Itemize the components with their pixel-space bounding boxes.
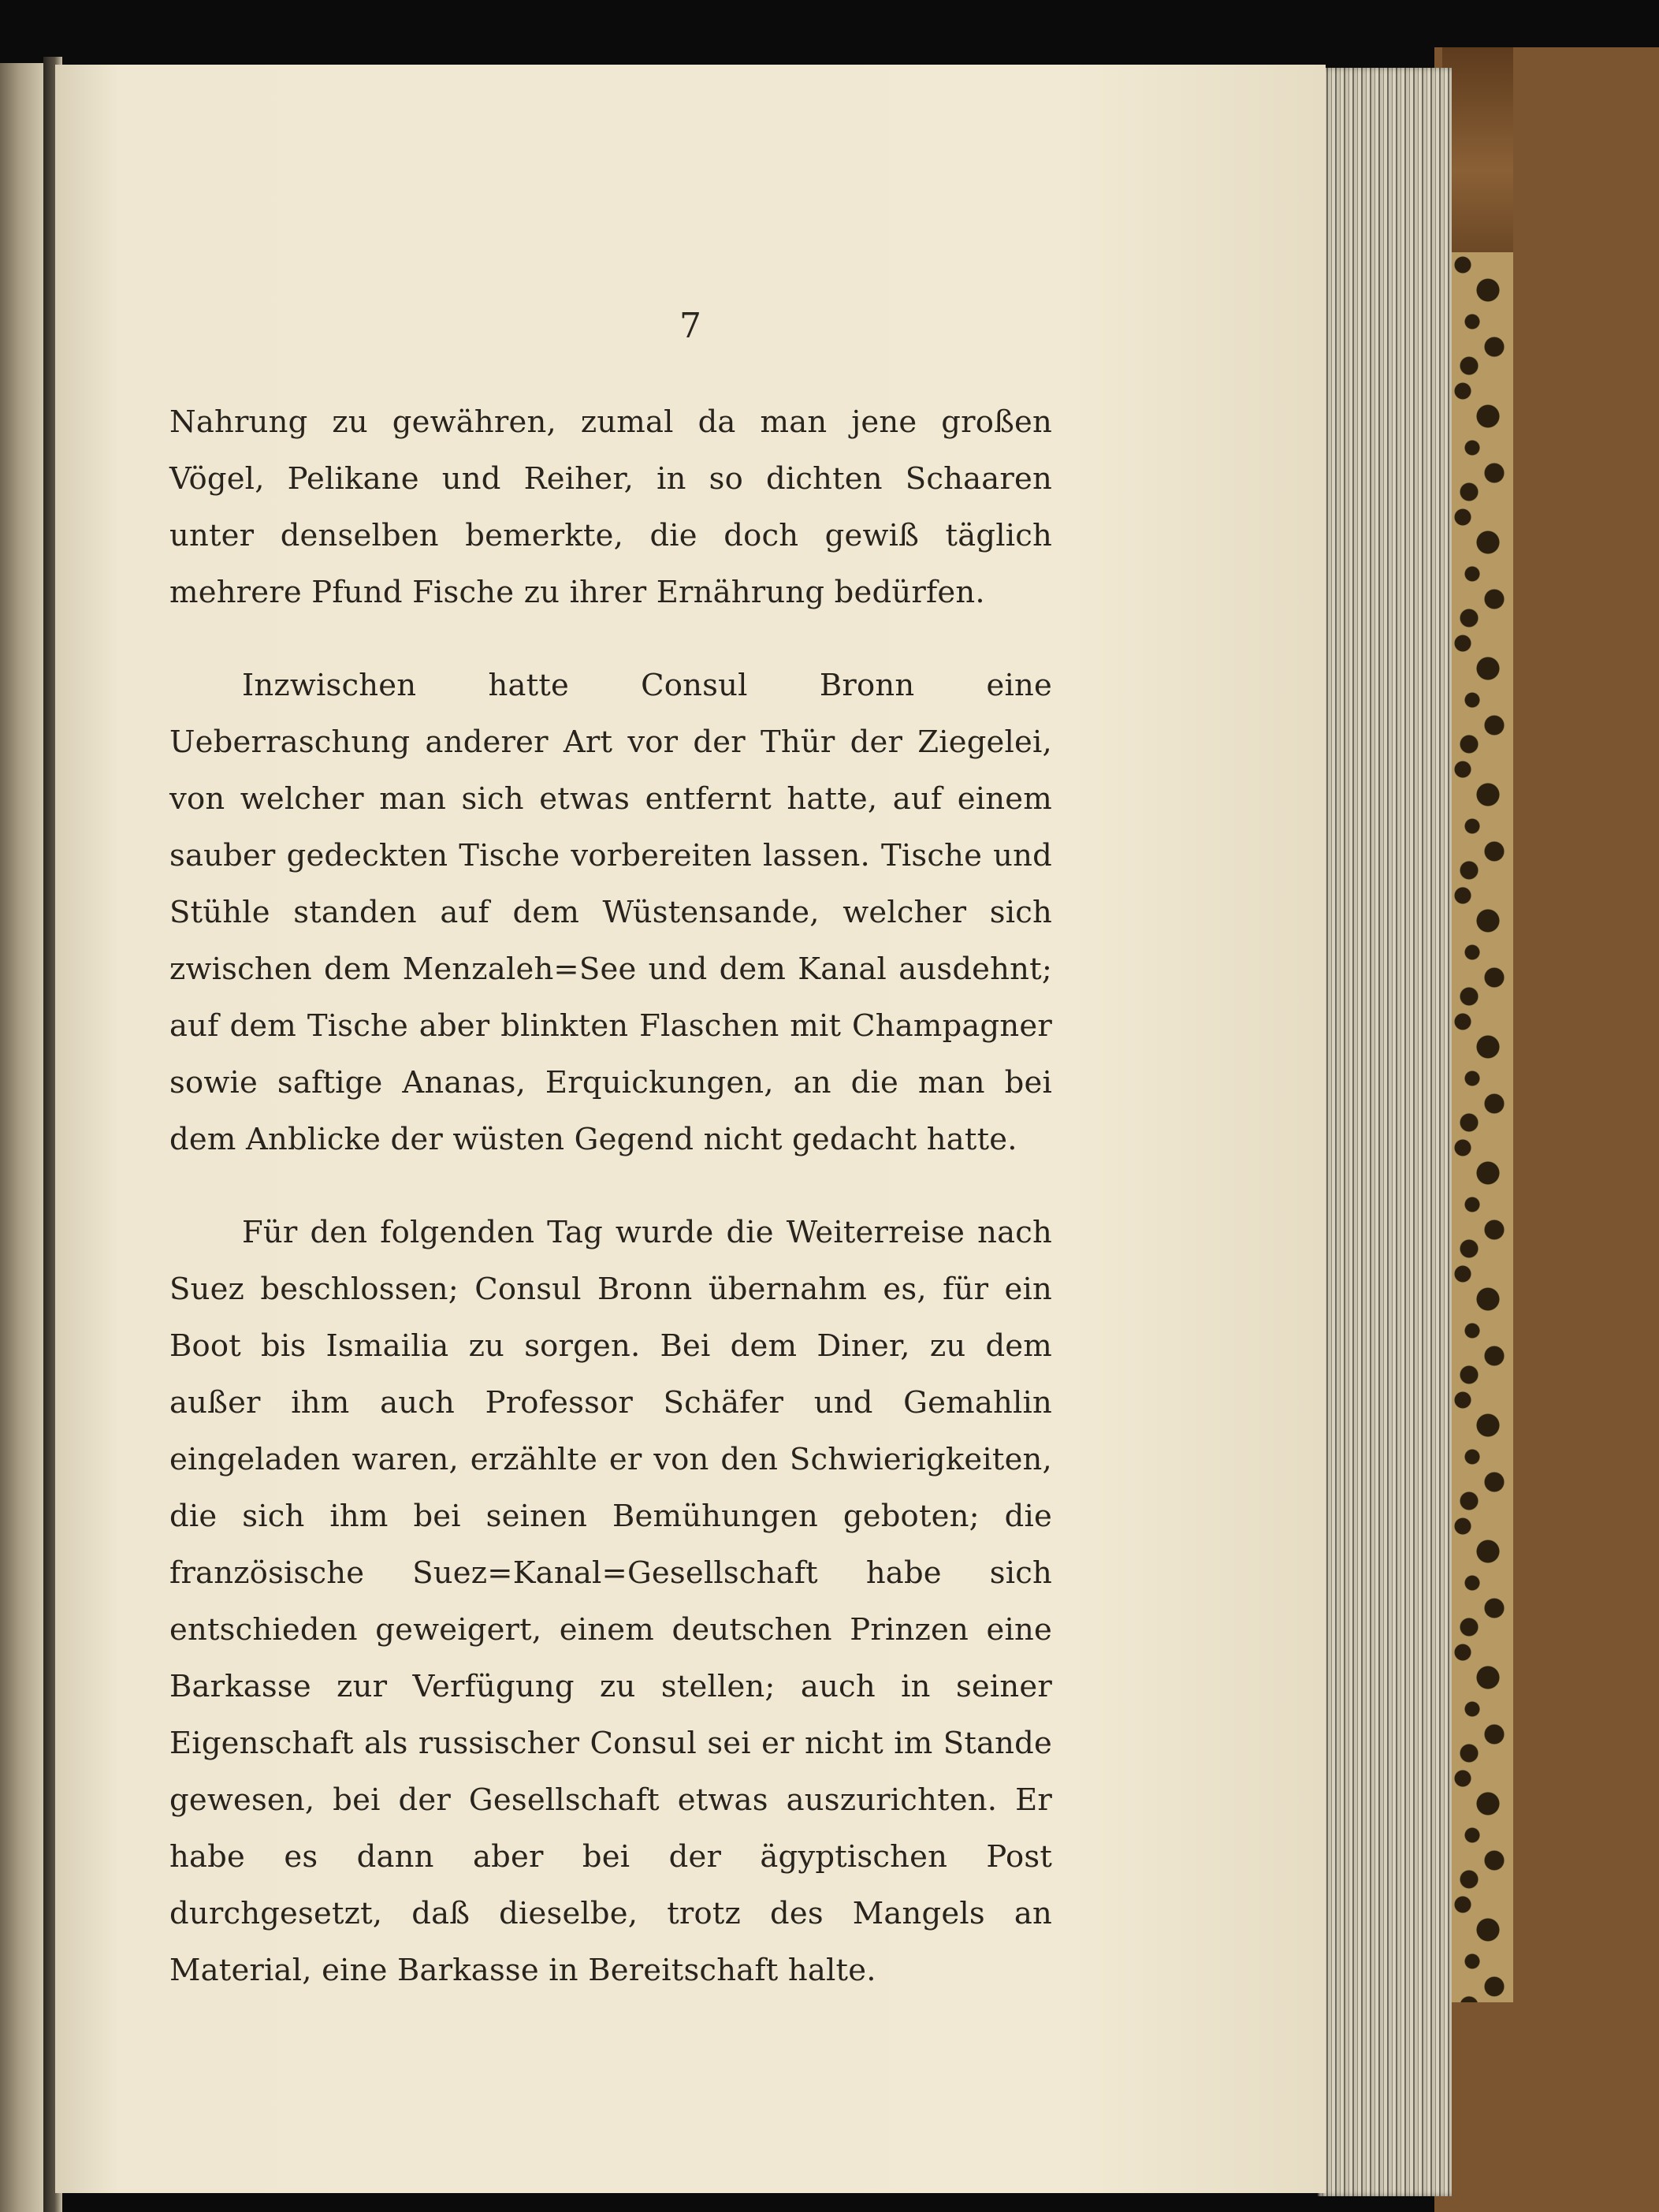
book-page — [55, 65, 1326, 2193]
facing-page-edge — [0, 63, 47, 2212]
page-text — [169, 394, 1052, 2035]
page-number: 7 — [679, 306, 701, 346]
page-edges-stack — [1318, 68, 1452, 2196]
paragraph-2: Inzwischen hatte Consul Bronn eine Ueberraschung anderer Art vor der Thür der Ziegelei, von welcher man sich etwas entfernt hatte, auf einem sauber gedeckten Tische vorbereiten lassen. Tische und Stühle standen auf dem Wüstensande, welcher sich zwischen dem Menzaleh=See und dem Kanal ausdehnt; auf dem Tische aber blinkten Flaschen mit Champagner sowie saftige Ananas, Erquickungen, an die man bei dem Anblicke der wüsten Gegend nicht gedacht hatte. — [169, 668, 1052, 1157]
paragraph-1: Nahrung zu gewähren, zumal da man jene großen Vögel, Pelikane und Reiher, in so dichten Schaaren unter denselben bemerkte, die doch gewiß täglich mehrere Pfund Fische zu ihrer Ernährung bedürfen. — [169, 404, 1052, 610]
cover-leather-corner — [1442, 47, 1513, 252]
cover-marbled-edge — [1450, 252, 1513, 2002]
paragraph-3: Für den folgenden Tag wurde die Weiterreise nach Suez beschlossen; Consul Bronn übernahm es, für ein Boot bis Ismailia zu sorgen. Bei dem Diner, zu dem außer ihm auch Professor Schäfer und Gemahlin eingeladen waren, erzählte er von den Schwierigkeiten, die sich ihm bei seinen Bemühungen geboten; die französische Suez=Kanal=Gesellschaft habe sich entschieden geweigert, einem deutschen Prinzen eine Barkasse zur Verfügung zu stellen; auch in seiner Eigenschaft als russischer Consul sei er nicht im Stande gewesen, bei der Gesellschaft etwas auszurichten. Er habe es dann aber bei der ägyptischen Post durchgesetzt, daß dieselbe, trotz des Mangels an Material, eine Barkasse in Bereitschaft halte. — [169, 1215, 1052, 1988]
